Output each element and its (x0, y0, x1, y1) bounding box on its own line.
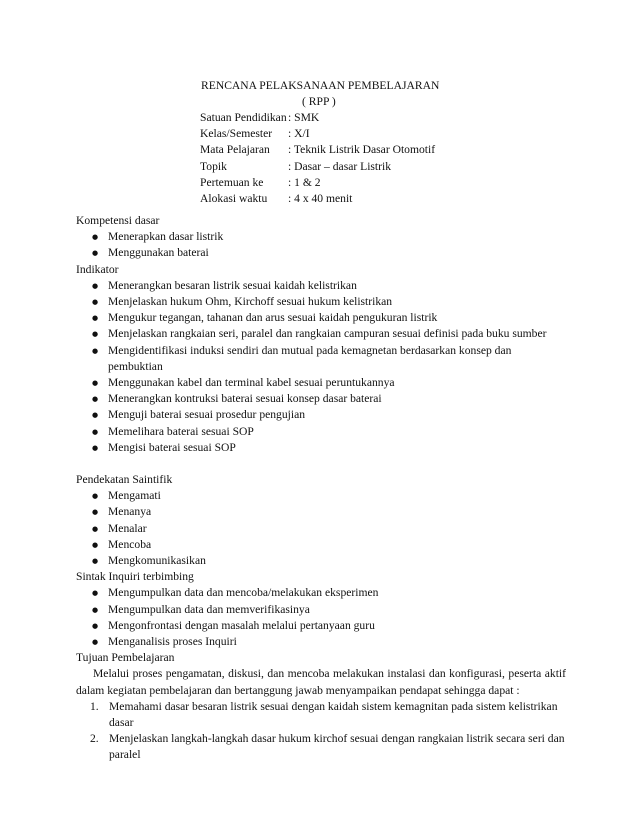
numbered-item (76, 731, 566, 763)
identity-label: Kelas/Semester (200, 127, 273, 141)
list-item: ● Mencoba (76, 537, 566, 553)
tujuan-list (76, 699, 566, 764)
list-item: ● Mengisi baterai sesuai SOP (76, 440, 566, 456)
section-heading-pendekatan: Pendekatan Saintifik (76, 473, 173, 487)
list-item: ● Menguji baterai sesuai prosedur pengujian (76, 407, 566, 423)
list-item: ● Menanya (76, 504, 566, 520)
identity-value: : 4 x 40 menit (288, 191, 353, 205)
list-item: ● Menerangkan kontruksi baterai sesuai konsep dasar baterai (76, 391, 566, 407)
list-item: ● Menggunakan kabel dan terminal kabel sesuai peruntukannya (76, 375, 566, 391)
list-item: ● Mengamati (76, 488, 566, 504)
identity-row (200, 142, 435, 158)
list-item: ● Menggunakan baterai (76, 245, 566, 261)
identity-value: : SMK (288, 111, 320, 124)
identity-row (200, 191, 435, 207)
pendekatan-list (76, 488, 566, 569)
item-text: Menjelaskan langkah-langkah dasar hukum kirchof sesuai dengan rangkaian listrik secara seri dan paralel (109, 732, 565, 762)
identity-value: : 1 & 2 (288, 175, 321, 189)
identity-value: : X/I (288, 127, 310, 141)
list-item: ● Menjelaskan hukum Ohm, Kirchoff sesuai hukum kelistrikan (76, 294, 566, 310)
item-number: 1. (90, 699, 99, 713)
list-item: ● Menjelaskan rangkaian seri, paralel dan rangkaian campuran sesuai definisi pada buku sumber (76, 326, 566, 342)
list-item: ● Menerapkan dasar listrik (76, 229, 566, 245)
item-text: Memahami dasar besaran listrik sesuai dengan kaidah sistem kemagnitan pada sistem kelistrikan dasar (109, 699, 558, 730)
document-body (76, 213, 566, 764)
list-item: ● Mengumpulkan data dan mencoba/melakukan eksperimen (76, 585, 566, 601)
identity-value: : Teknik Listrik Dasar Otomotif (288, 143, 436, 157)
list-item: ● Mengidentifikasi induksi sendiri dan mutual pada kemagnetan berdasarkan konsep dan pembuktian (76, 343, 566, 375)
identity-row (200, 175, 435, 191)
item-number: 2. (90, 732, 99, 746)
section-heading-tujuan: Tujuan Pembelajaran (76, 651, 175, 665)
list-item: ● Mengukur tegangan, tahanan dan arus sesuai kaidah pengukuran listrik (76, 310, 566, 326)
list-item: ● Memelihara baterai sesuai SOP (76, 424, 566, 440)
identity-row (200, 110, 435, 126)
list-item: ● Mengumpulkan data dan memverifikasinya (76, 602, 566, 618)
document-subtitle: ( RPP ) (302, 95, 336, 108)
list-item: ● Menalar (76, 521, 566, 537)
list-item: ● Menerangkan besaran listrik sesuai kaidah kelistrikan (76, 278, 566, 294)
document-title: RENCANA PELAKSANAAN PEMBELAJARAN (201, 79, 440, 92)
indikator-list (76, 278, 566, 456)
section-heading-sintak: Sintak Inquiri terbimbing (76, 570, 194, 584)
spacer (76, 456, 566, 472)
identity-row (200, 159, 435, 175)
identity-label: Mata Pelajaran (200, 143, 270, 157)
identity-row (200, 126, 435, 142)
identity-value: : Dasar – dasar Listrik (288, 159, 392, 173)
sintak-list (76, 585, 566, 650)
identity-table (200, 110, 435, 207)
section-heading-indikator: Indikator (76, 262, 119, 276)
section-heading-kompetensi: Kompetensi dasar (76, 214, 160, 227)
identity-label: Satuan Pendidikan (200, 111, 287, 124)
list-item: ● Menganalisis proses Inquiri (76, 634, 566, 650)
list-item: ● Mengkomunikasikan (76, 553, 566, 569)
kompetensi-list (76, 229, 566, 261)
numbered-item (76, 699, 566, 731)
identity-label: Topik (200, 159, 227, 173)
list-item: ● Mengonfrontasi dengan masalah melalui pertanyaan guru (76, 618, 566, 634)
tujuan-paragraph: Melalui proses pengamatan, diskusi, dan mencoba melakukan instalasi dan konfigurasi, peserta aktif dalam kegiatan pembelajaran dan bertanggung jawab menyampaikan pendapat sehingga dapat : (76, 667, 566, 697)
identity-label: Alokasi waktu (200, 191, 268, 205)
identity-label: Pertemuan ke (200, 175, 264, 189)
